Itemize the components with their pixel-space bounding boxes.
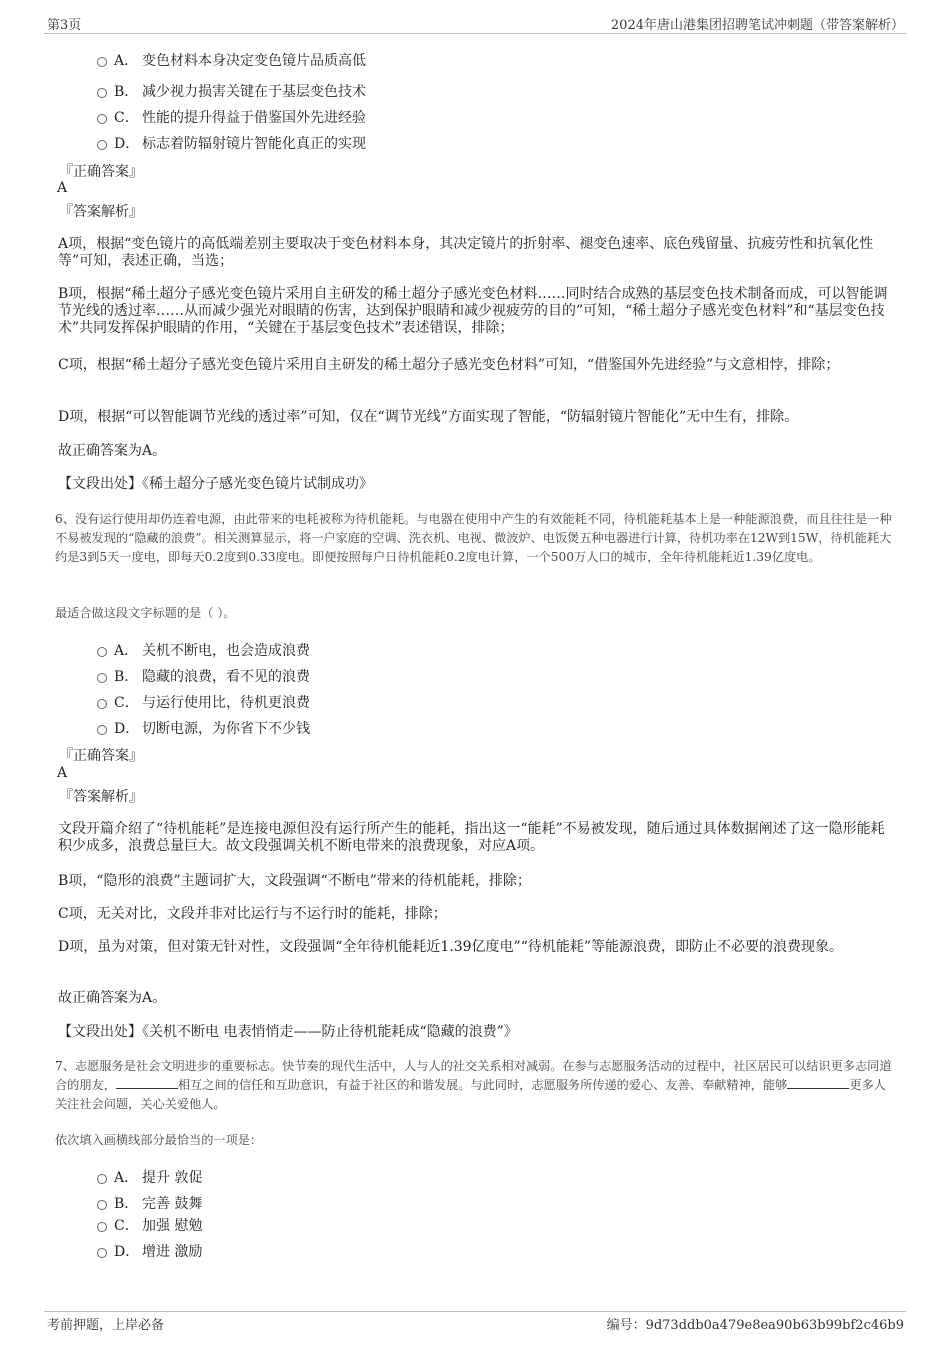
footer-divider: [44, 1311, 906, 1312]
radio-icon[interactable]: [97, 647, 107, 657]
q6-conclusion: 故正确答案为A。: [58, 990, 167, 1006]
radio-icon[interactable]: [97, 1174, 107, 1184]
radio-icon[interactable]: [97, 88, 107, 98]
q6-option-d[interactable]: D． 切断电源，为你省下不少钱: [97, 718, 310, 738]
fill-blank-1[interactable]: [116, 1076, 178, 1089]
radio-icon[interactable]: [97, 1200, 107, 1210]
q6-source: 【文段出处】《关机不断电 电表悄悄走——防止待机能耗成“隐藏的浪费”》: [58, 1024, 518, 1040]
q5-option-c[interactable]: C． 性能的提升得益于借鉴国外先进经验: [97, 107, 366, 127]
radio-icon[interactable]: [97, 1248, 107, 1258]
document-id: 编号：9d73ddb0a479e8ea90b63b99bf2c46b9: [606, 1318, 904, 1333]
q7-option-b[interactable]: B． 完善 鼓舞: [97, 1193, 202, 1213]
q5-conclusion: 故正确答案为A。: [58, 443, 167, 459]
q7-option-a[interactable]: A． 提升 敦促: [97, 1167, 202, 1187]
q6-passage: 6、没有运行使用却仍连着电源，由此带来的电耗被称为待机能耗。与电器在使用中产生的有效能耗不同，待机能耗基本上是一种能源浪费，而且往往是一种不易被发现的“隐藏的浪费”。相关测算显示，将一户家庭的空调、洗衣机、电视、微波炉、电饭煲五种电器进行计算，待机功率在12W到15W，待机能耗大约是3到5天一度电，即每天0.2度到0.33度电。即便按照每户日待机能耗0.2度电计算，一个500万人口的城市，全年待机能耗近1.39亿度电。: [55, 512, 892, 564]
radio-icon[interactable]: [97, 114, 107, 124]
q5-analysis-d: D项，根据“可以智能调节光线的透过率”可知，仅在“调节光线”方面实现了智能，“防辐射镜片智能化”无中生有，排除。: [58, 409, 799, 425]
q5-answer: A: [57, 180, 68, 196]
fill-blank-2[interactable]: [787, 1076, 849, 1089]
q6-analysis-c: C项，无关对比，文段并非对比运行与不运行时的能耗，排除；: [58, 906, 447, 922]
footer-slogan: 考前押题，上岸必备: [47, 1318, 165, 1333]
radio-icon[interactable]: [97, 699, 107, 709]
q6-answer-label: 『正确答案』: [59, 748, 143, 764]
q7-question: 依次填入画横线部分最恰当的一项是：: [55, 1133, 263, 1147]
q6-analysis-label: 『答案解析』: [59, 789, 143, 805]
q6-analysis-b: B项，“隐形的浪费”主题词扩大，文段强调“不断电”带来的待机能耗，排除；: [58, 873, 531, 889]
q5-analysis-c: C项，根据“稀土超分子感光变色镜片采用自主研发的稀土超分子感光变色材料”可知，“借鉴国外先进经验”与文意相悖，排除；: [58, 357, 840, 373]
radio-icon[interactable]: [97, 725, 107, 735]
q5-analysis-label: 『答案解析』: [59, 204, 143, 220]
q5-option-d[interactable]: D． 标志着防辐射镜片智能化真正的实现: [97, 133, 366, 153]
q5-analysis-a: A项，根据“变色镜片的高低端差别主要取决于变色材料本身，其决定镜片的折射率、褪变色速率、底色残留量、抗疲劳性和抗氧化性等”可知，表述正确，当选；: [58, 236, 874, 269]
page-number: 第3页: [47, 18, 82, 33]
q5-analysis-b: B项，根据“稀土超分子感光变色镜片采用自主研发的稀土超分子感光变色材料……同时结合成熟的基层变色技术制备而成，可以智能调节光线的透过率……从而减少强光对眼睛的伤害，达到保护眼睛和减少视疲劳的目的”可知，“稀土超分子感光变色材料”和“基层变色技术”共同发挥保护眼睛的作用，“关键在于基层变色技术”表述错误，排除；: [58, 286, 888, 336]
radio-icon[interactable]: [97, 673, 107, 683]
q6-option-a[interactable]: A． 关机不断电，也会造成浪费: [97, 640, 310, 660]
q6-option-b[interactable]: B． 隐藏的浪费，看不见的浪费: [97, 666, 310, 686]
q5-answer-label: 『正确答案』: [59, 164, 143, 180]
q6-option-c[interactable]: C． 与运行使用比，待机更浪费: [97, 692, 310, 712]
q7-passage: 7、志愿服务是社会文明进步的重要标志。快节奏的现代生活中，人与人的社交关系相对减弱。在参与志愿服务活动的过程中，社区居民可以结识更多志同道合的朋友， 相互之间的信任和互助意识，有益于社区的和谐发展。与此同时，志愿服务所传递的爱心、友善、奉献精神，能够 更多人关注社会问题，关心关爱他人。: [55, 1059, 892, 1111]
radio-icon[interactable]: [97, 1222, 107, 1232]
q5-source: 【文段出处】《稀土超分子感光变色镜片试制成功》: [58, 476, 373, 492]
q5-option-b[interactable]: B． 减少视力损害关键在于基层变色技术: [97, 81, 366, 101]
radio-icon[interactable]: [97, 57, 107, 67]
q6-analysis-main: 文段开篇介绍了“待机能耗”是连接电源但没有运行所产生的能耗，指出这一“能耗”不易被发现，随后通过具体数据阐述了这一隐形能耗积少成多，浪费总量巨大。故文段强调关机不断电带来的浪费现象，对应A项。: [58, 821, 885, 854]
q6-answer: A: [57, 765, 68, 781]
q7-option-c[interactable]: C． 加强 慰勉: [97, 1215, 202, 1235]
document-title: 2024年唐山港集团招聘笔试冲刺题（带答案解析）: [610, 18, 904, 33]
q6-question: 最适合做这段文字标题的是（ ）。: [55, 606, 236, 620]
radio-icon[interactable]: [97, 140, 107, 150]
q7-option-d[interactable]: D． 增进 激励: [97, 1241, 202, 1261]
q5-option-a[interactable]: A． 变色材料本身决定变色镜片品质高低: [97, 50, 366, 70]
q6-analysis-d: D项，虽为对策，但对策无针对性，文段强调“全年待机能耗近1.39亿度电”“待机能耗”等能源浪费，即防止不必要的浪费现象。: [58, 939, 844, 955]
header-divider: [44, 33, 906, 34]
